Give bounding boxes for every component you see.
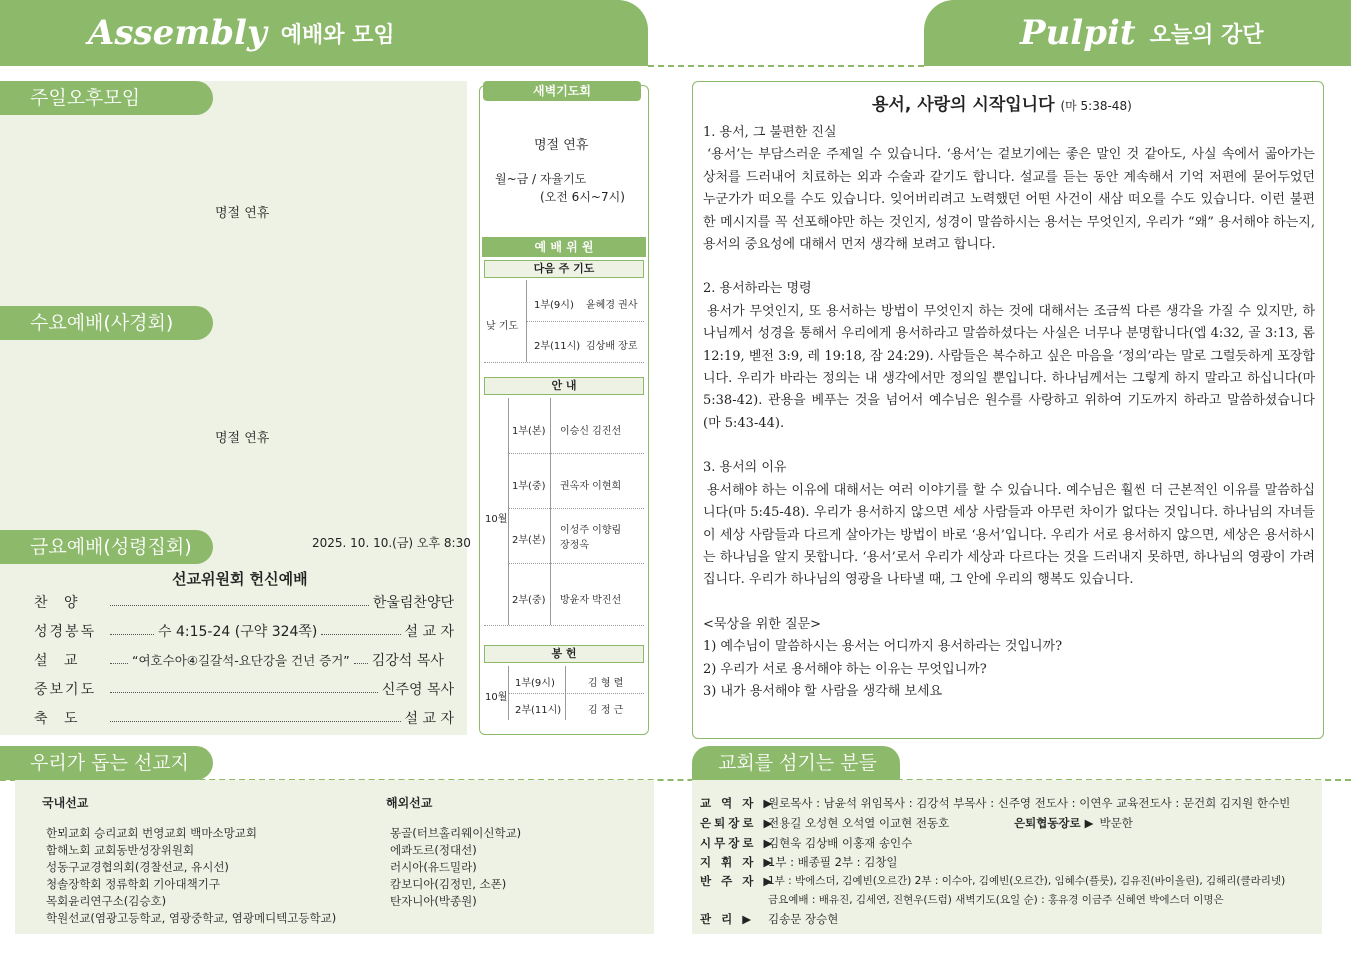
table-divider [484, 625, 644, 626]
friday-row-2 [34, 621, 454, 641]
server-val: 김송문 장승현 [768, 912, 839, 926]
server-row [700, 795, 1290, 811]
dawn-title: 새벽기도회 [483, 81, 641, 101]
dawn-line2: 월~금 / 자율기도 [495, 172, 587, 186]
friday-row-value: 설 교 자 [404, 624, 454, 640]
sermon-paragraph: 용서해야 하는 이유에 대해서는 여러 이야기를 할 수 있습니다. 예수님은 훨씬 더 근본적인 이유를 말씀하십니다(마 5:45-48). 우리가 용서하지 않으면 세상 사람들과 아무런 차이가 없다는 것입니다. 하나님의 자녀들이 세상 사람들과 다르게 살아가는 방법이 바로 ‘용서’입니다. 우리가 서로 용서하지 않으면, 세상은 용서하시는 하나님을 알지 못합니다. ‘용서’로서 우리가 세상과 다르다는 것을 드러내지 못하면, 하나님의 영광이 가려집니다. 우리가 하나님의 영광을 나타낼 때, 그 안에 우리의 행복도 있습니다. [703, 482, 1315, 588]
domestic-list [46, 825, 336, 927]
guide-name: 권옥자 이현희 [560, 481, 622, 492]
mission-item: 학원선교(염광고등학교, 염광중학교, 염광메디텍고등학교) [46, 911, 337, 925]
server-val: 김현욱 김상배 이홍재 송인수 [768, 836, 913, 850]
offering-name: 김 정 근 [588, 705, 624, 716]
header-divider [648, 65, 924, 67]
section-tab-missions: 우리가 돕는 선교지 [0, 746, 213, 780]
server-key: 은퇴장로 ▶ [700, 816, 776, 830]
sermon-body [703, 122, 1315, 703]
mission-item: 캄보디아(김정민, 소폰) [390, 877, 507, 891]
guide-name: 이성주 이향림 장정옥 [560, 525, 622, 551]
friday-row-label: 중보기도 [34, 682, 97, 698]
mission-item: 에콰도르(정대선) [390, 843, 477, 857]
server-key-extra: 은퇴협동장로 ▶ [1014, 816, 1094, 830]
mission-item: 탄자니아(박종원) [390, 894, 477, 908]
sermon-paragraph: ‘용서’는 부담스러운 주제일 수 있습니다. ‘용서’는 겉보기에는 좋은 말인 것 같아도, 사실 속에서 곪아가는 상처를 드러내어 치료하는 외과 수술과 같기도 합니다. 설교를 듣는 동안 계속해서 기억 저편에 묻어두었던 누군가가 떠오를 수도 있습니다. 잊어버리려고 노력했던 어떤 사건이 새삼 떠오를 수도 있습니다. 이런 불편한 메시지를 꼭 선포해야만 하는 것인지, 성경이 말씀하시는 용서는 무엇인지, 우리가 “왜” 용서해야 하는지, 용서의 중요성에 대해서 먼저 생각해 보려고 합니다. [703, 147, 1315, 253]
table-divider [550, 398, 551, 625]
server-key: 지 휘 자 ▶ [700, 855, 776, 869]
server-key [700, 892, 768, 907]
guide-part: 1부(중) [512, 481, 546, 492]
header-pulpit-script: Pulpit [1020, 13, 1136, 53]
server-row [700, 892, 1224, 907]
section-tab-servers: 교회를 섬기는 분들 [692, 746, 900, 780]
guide-name: 이승신 김진선 [560, 426, 622, 437]
committee-title: 예 배 위 원 [482, 237, 646, 257]
server-key: 관 리 ▶ [700, 912, 755, 926]
server-val: 1부 : 박에스더, 김예빈(오르간) 2부 : 이수아, 김예빈(오르간), 임혜수(플룻), 김유진(바이올린), 김해리(클라리넷) [768, 875, 1286, 887]
sunday-body: 명절 연휴 [215, 206, 270, 221]
friday-row-1 [34, 592, 454, 612]
offering-month: 10월 [485, 692, 508, 703]
header-assembly-script: Assembly [88, 13, 267, 53]
server-row [700, 911, 838, 927]
mission-item: 함해노회 교회동반성장위원회 [46, 843, 195, 857]
friday-row-value: 설 교 자 [404, 711, 454, 727]
friday-row-value: 김강석 목사 [371, 653, 444, 669]
server-row [700, 835, 912, 851]
sermon-title [872, 90, 1132, 115]
friday-row-label: 성경봉독 [34, 624, 97, 640]
table-divider [508, 563, 644, 564]
sermon-section-heading: 3. 용서의 이유 [703, 460, 787, 476]
dot-leader [354, 656, 368, 664]
server-val: 전용길 오성현 오석열 이교현 전동호 [768, 816, 950, 830]
meditation-heading: <묵상을 위한 질문> [703, 616, 821, 632]
friday-row-4 [34, 679, 454, 699]
header-pulpit [924, 0, 1351, 66]
mission-item: 성동구교경협의회(경찰선교, 유시선) [46, 860, 229, 874]
prayer-label: 낮 기도 [486, 321, 519, 332]
guide-part: 1부(본) [512, 426, 546, 437]
sermon-title-text: 용서, 사랑의 시작입니다 [872, 95, 1055, 115]
meditation-question: 1) 예수님이 말씀하시는 용서는 어디까지 용서하라는 것입니까? [703, 639, 1063, 655]
dawn-line3: (오전 6시~7시) [540, 190, 625, 204]
server-val: 금요예배 : 배유진, 김세연, 진현우(드럼) 새벽기도(요일 순) : 홍유경 이금주 신혜연 박에스더 이명은 [768, 894, 1224, 906]
table-divider [508, 398, 509, 625]
sermon-ref: (마 5:38-48) [1060, 99, 1132, 113]
sermon-section-heading: 2. 용서하라는 명령 [703, 281, 812, 297]
table-divider [508, 453, 644, 454]
spacer [703, 435, 1315, 457]
server-val: 1부 : 배종필 2부 : 김창일 [768, 855, 898, 869]
domestic-title: 국내선교 [42, 796, 89, 810]
server-row [700, 854, 898, 870]
server-key: 반 주 자 ▶ [700, 874, 776, 888]
section-tab-sunday: 주일오후모임 [0, 81, 213, 115]
guide-month: 10월 [485, 514, 508, 525]
sermon-section-heading: 1. 용서, 그 불편한 진실 [703, 125, 837, 140]
guide-part: 2부(중) [512, 595, 546, 606]
wednesday-body: 명절 연휴 [215, 431, 270, 446]
next-week-prayer-head: 다음 주 기도 [484, 260, 644, 278]
table-divider [508, 693, 644, 694]
mission-item: 몽골(터브홀리웨이신학교) [390, 826, 522, 840]
overseas-title: 해외선교 [386, 796, 433, 810]
friday-row-value: 한울림찬양단 [372, 595, 454, 611]
guide-name: 방윤자 박진선 [560, 595, 622, 606]
server-val-extra: 박문한 [1099, 816, 1133, 830]
meditation-question: 2) 우리가 서로 용서해야 하는 이유는 무엇입니까? [703, 661, 987, 677]
prayer-part: 1부(9시) [534, 300, 574, 311]
mission-item: 청솔장학회 정류학회 기아대책기구 [46, 877, 220, 891]
mission-item: 한뫼교회 승리교회 번영교회 백마소망교회 [46, 826, 257, 840]
offering-part: 2부(11시) [515, 705, 562, 716]
friday-row-middle: “여호수아④길갈석-요단강을 건넌 증거” [132, 653, 350, 668]
dot-leader [110, 714, 401, 722]
friday-row-value: 신주영 목사 [381, 682, 454, 698]
friday-row-3 [34, 650, 454, 670]
overseas-list [390, 825, 521, 910]
section-tab-friday: 금요예배(성령집회) [0, 530, 213, 564]
friday-row-middle: 수 4:15-24 (구약 324쪽) [158, 624, 318, 640]
friday-service-title: 선교위원회 헌신예배 [172, 570, 308, 588]
dot-leader [110, 598, 369, 606]
server-key: 교 역 자 ▶ [700, 796, 776, 810]
friday-row-label: 설 교 [34, 653, 84, 669]
offering-name: 김 형 렬 [588, 678, 624, 689]
server-val: 원로목사 : 남윤석 위임목사 : 김강석 부목사 : 신주영 전도사 : 이연우 교육전도사 : 문건희 김지원 한수빈 [768, 796, 1291, 810]
table-divider [526, 321, 644, 322]
friday-row-label: 찬 양 [34, 595, 84, 611]
offering-part: 1부(9시) [515, 678, 555, 689]
table-divider [484, 362, 644, 363]
mission-item: 러시아(유드밀라) [390, 860, 477, 874]
header-pulpit-subtitle: 오늘의 강단 [1149, 22, 1264, 48]
prayer-part: 2부(11시) [534, 341, 581, 352]
header-assembly [0, 0, 648, 66]
server-row [700, 815, 1133, 831]
friday-row-label: 축 도 [34, 711, 84, 727]
spacer [703, 256, 1315, 278]
dot-leader [110, 627, 154, 635]
dawn-line1: 명절 연휴 [534, 138, 589, 153]
dot-leader [321, 627, 400, 635]
spacer [703, 592, 1315, 614]
guide-head: 안 내 [484, 377, 644, 395]
mission-item: 목회윤리연구소(김승호) [46, 894, 167, 908]
offering-head: 봉 헌 [484, 645, 644, 663]
table-divider [508, 508, 644, 509]
guide-part: 2부(본) [512, 535, 546, 546]
server-key: 시무장로 ▶ [700, 836, 776, 850]
dot-leader [110, 685, 378, 693]
sermon-paragraph: 용서가 무엇인지, 또 용서하는 방법이 무엇인지 하는 것에 대해서는 조금씩 다른 생각을 가질 수 있지만, 하나님께서 성경을 통해서 우리에게 용서하라고 말씀하셨다는 사실은 너무나 분명합니다(엡 4:32, 골 3:13, 롬 12:19, 벧전 3:9, 레 19:18, 잠 24:29). 사람들은 복수하고 싶은 마음을 ‘정의’라는 말로 그럴듯하게 포장합니다. 우리가 바라는 정의는 내 생각에서만 정의일 뿐입니다. 하나님께서는 그렇게 하지 말라고 하십니다(마 5:38-42). 관용을 베푸는 것을 넘어서 예수님은 원수를 사랑하고 위하여 기도까지 하라고 말씀하셨습니다(마 5:43-44). [703, 303, 1315, 431]
friday-datetime: 2025. 10. 10.(금) 오후 8:30 [312, 536, 471, 550]
prayer-name: 김상배 장로 [586, 341, 638, 352]
dot-leader [110, 656, 128, 664]
meditation-question: 3) 내가 용서해야 할 사람을 생각해 보세요 [703, 683, 943, 699]
prayer-name: 윤혜경 권사 [586, 300, 638, 311]
section-tab-wednesday: 수요예배(사경회) [0, 306, 213, 340]
server-row [700, 873, 1285, 889]
friday-row-5 [34, 708, 454, 728]
header-assembly-subtitle: 예배와 모임 [280, 22, 395, 48]
